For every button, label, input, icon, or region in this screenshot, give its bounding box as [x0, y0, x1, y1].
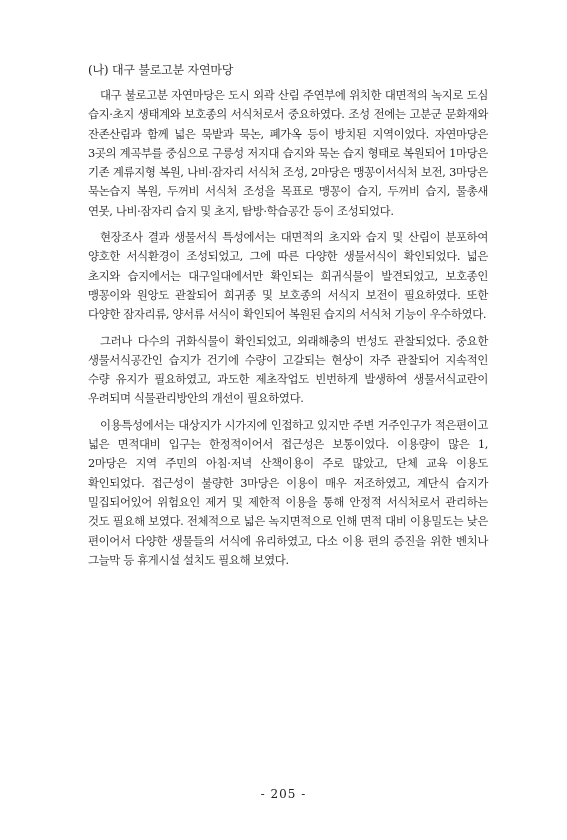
paragraph-usage: 이용특성에서는 대상지가 시가지에 인접하고 있지만 주변 거주인구가 적은편이고 넓은 면적대비 입구는 한정적이어서 접근성은 보통이었다. 이용량이 많은 1, 2마당은 지역 주민의 아침·저녁 산책이용이 주로 많았고, 단체 교육 이용도 확인되었다. 접근성이 불량한 3마당은 이용이 매우 저조하였고, 계단식 습지가 밀집되어있어 위험요인 제거 및 제한적 이용을 통해 안정적 서식처로서 관리하는 것도 필요해 보였다. 전체적으로 넓은 녹지면적으로 인해 면적 대비 이용밀도는 낮은 편이어서 다양한 생물들의 서식에 유리하였고, 다소 이용 편의 증진을 위한 벤치나 그늘막 등 휴게시설 설치도 필요해 보였다. — [88, 417, 488, 567]
section-heading: (나) 대구 불로고분 자연마당 — [88, 63, 234, 77]
paragraph-habitat-issues: 그러나 다수의 귀화식물이 확인되었고, 외래해충의 번성도 관찰되었다. 중요한 생물서식공간인 습지가 건기에 수량이 고갈되는 현상이 자주 관찰되어 지속적인 수량 유지가 필요하였고, 과도한 제초작업도 빈번하게 발생하여 생물서식교란이 우려되며 식물관리방안의 개선이 필요하였다. — [88, 333, 488, 406]
page-body — [88, 62, 488, 577]
paragraph-habitat-survey: 현장조사 결과 생물서식 특성에서는 대면적의 초지와 습지 및 산림이 분포하여 양호한 서식환경이 조성되었고, 그에 따른 다양한 생물서식이 확인되었다. 넓은 초지와 습지에서는 대구일대에서만 확인되는 희귀식물이 발견되었고, 보호종인 맹꽁이와 원앙도 관찰되어 희귀종 및 보호종의 서식지 보전이 필요하였다. 또한 다양한 잠자리류, 양서류 서식이 확인되어 복원된 습지의 서식처 기능이 우수하였다. — [88, 230, 488, 322]
paragraph-overview: 대구 불로고분 자연마당은 도시 외곽 산림 주연부에 위치한 대면적의 녹지로 도심 습지·초지 생태계와 보호종의 서식처로서 중요하였다. 조성 전에는 고분군 문화재와 잔존산림과 함께 넓은 묵밭과 묵논, 폐가옥 등이 방치된 지역이었다. 자연마당은 3곳의 계곡부를 중심으로 구릉성 저지대 습지와 묵논 습지 형태로 복원되어 1마당은 기존 계류지형 복원, 나비·잠자리 서식처 조성, 2마당은 맹꽁이서식처 보전, 3마당은 묵논습지 복원, 두꺼비 서식처 조성을 목표로 맹꽁이 습지, 두꺼비 습지, 물총새 연못, 나비·잠자리 습지 및 초지, 탐방·학습공간 등이 조성되었다. — [88, 88, 488, 218]
page-number: - 205 - — [260, 787, 307, 801]
